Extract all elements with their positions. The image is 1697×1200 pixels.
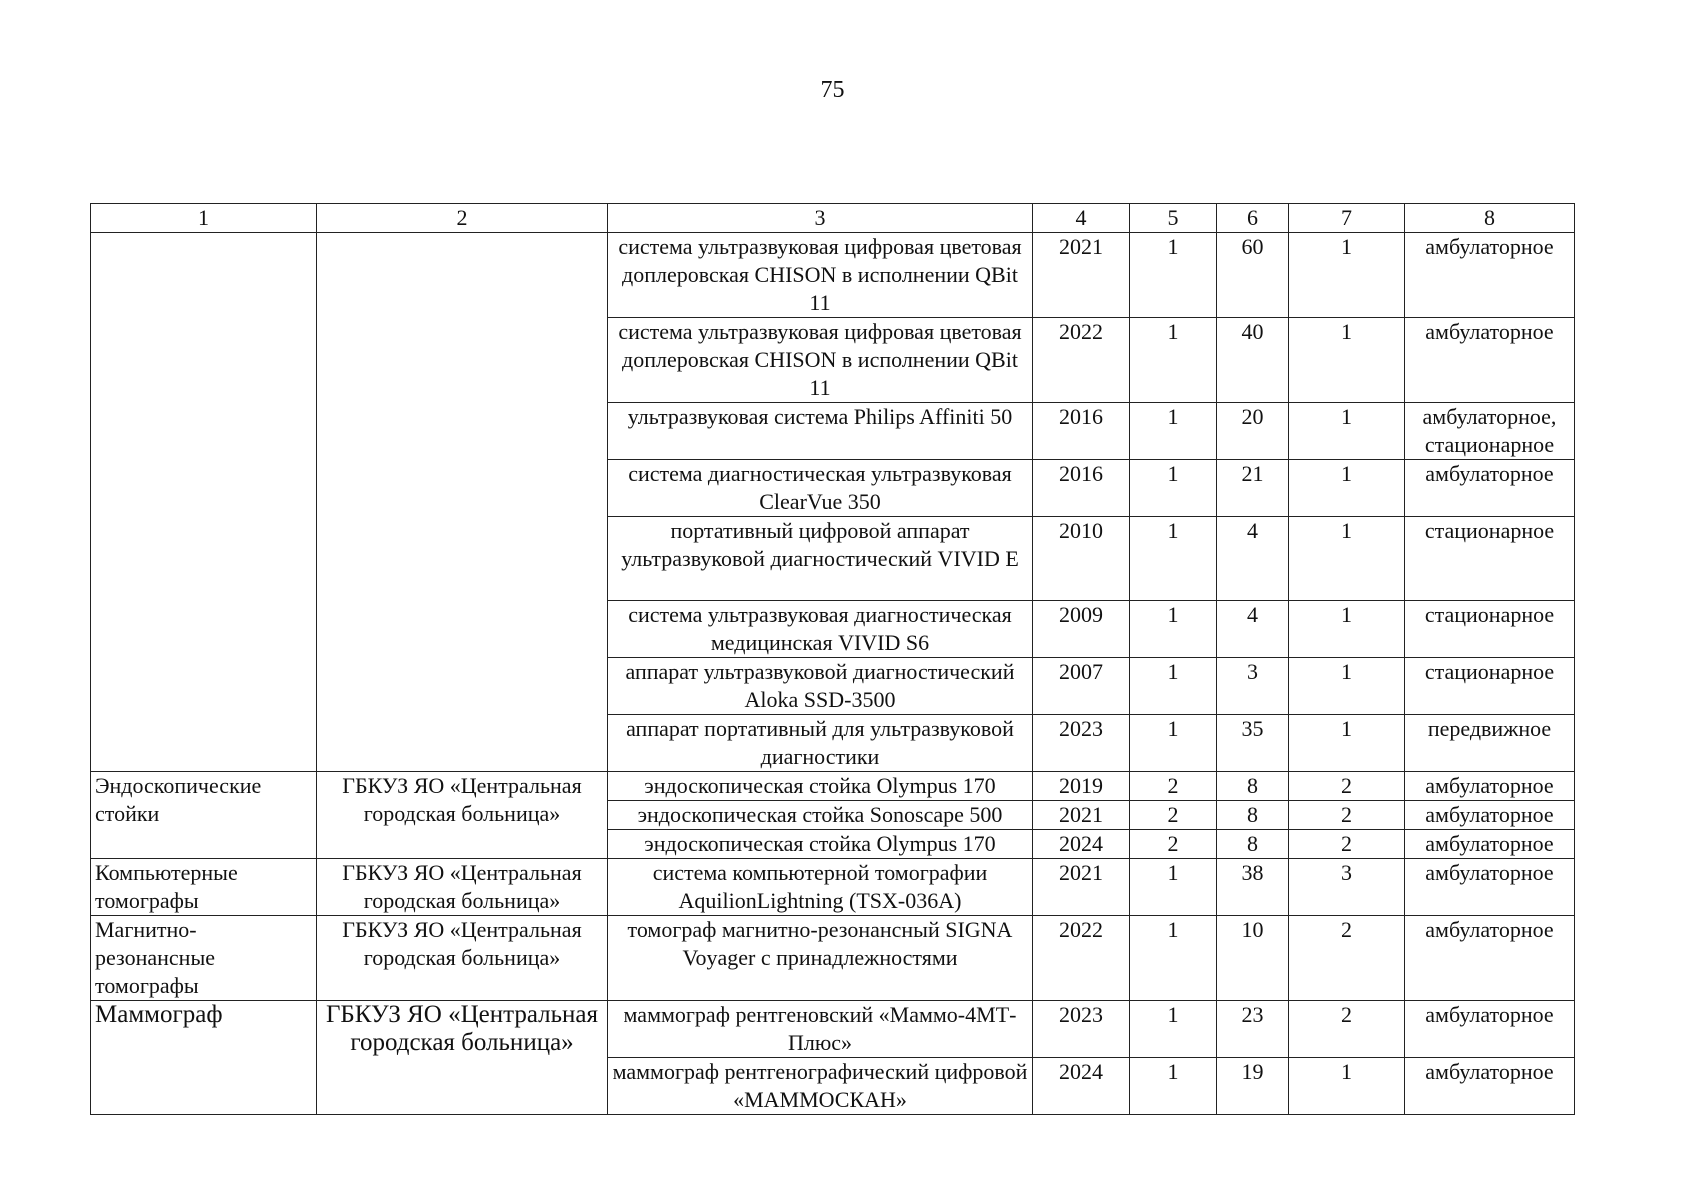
type-cell: амбулаторное [1405,460,1575,517]
type-cell: стационарное [1405,517,1575,601]
year-cell: 2016 [1033,403,1130,460]
empty-name-cell [91,233,317,772]
equipment-cell: система ультразвуковая цифровая цветовая доплеровская CHISON в исполнении QBit 11 [608,233,1033,318]
col5-cell: 1 [1130,1001,1217,1058]
category-name-endoscopy: Эндоскопические стойки [91,772,317,859]
type-cell: амбулаторное [1405,801,1575,830]
col7-cell: 2 [1289,916,1405,1001]
year-cell: 2024 [1033,1058,1130,1115]
col6-cell: 38 [1217,859,1289,916]
category-name-mammograph: Маммограф [91,1001,317,1115]
col5-cell: 2 [1130,772,1217,801]
col6-cell: 8 [1217,772,1289,801]
col5-cell: 1 [1130,517,1217,601]
col7-cell: 2 [1289,801,1405,830]
col5-cell: 2 [1130,801,1217,830]
equipment-cell: система диагностическая ультразвуковая ClearVue 350 [608,460,1033,517]
col6-cell: 10 [1217,916,1289,1001]
type-cell: амбулаторное [1405,916,1575,1001]
col7-cell: 2 [1289,772,1405,801]
table-row [91,1001,1575,1058]
year-cell: 2022 [1033,318,1130,403]
col5-cell: 1 [1130,1058,1217,1115]
equipment-cell: аппарат ультразвуковой диагностический Aloka SSD-3500 [608,658,1033,715]
type-cell: стационарное [1405,601,1575,658]
year-cell: 2024 [1033,830,1130,859]
year-cell: 2021 [1033,859,1130,916]
equipment-cell: система компьютерной томографии AquilionLightning (TSX-036A) [608,859,1033,916]
col6-cell: 23 [1217,1001,1289,1058]
year-cell: 2007 [1033,658,1130,715]
col5-cell: 1 [1130,916,1217,1001]
col7-cell: 1 [1289,318,1405,403]
col7-cell: 1 [1289,715,1405,772]
year-cell: 2016 [1033,460,1130,517]
header-row [91,204,1575,233]
header-cell-3: 3 [608,204,1033,233]
col6-cell: 4 [1217,601,1289,658]
organization-cell: ГБКУЗ ЯО «Центральная городская больница» [317,916,608,1001]
col5-cell: 1 [1130,403,1217,460]
equipment-cell: эндоскопическая стойка Sonoscape 500 [608,801,1033,830]
col7-cell: 1 [1289,1058,1405,1115]
equipment-cell: система ультразвуковая цифровая цветовая доплеровская CHISON в исполнении QBit 11 [608,318,1033,403]
type-cell: амбулаторное, стационарное [1405,403,1575,460]
equipment-cell: маммограф рентгеновский «Маммо-4МТ-Плюс» [608,1001,1033,1058]
year-cell: 2022 [1033,916,1130,1001]
col6-cell: 20 [1217,403,1289,460]
type-cell: амбулаторное [1405,772,1575,801]
equipment-cell: аппарат портативный для ультразвуковой диагностики [608,715,1033,772]
equipment-cell: ультразвуковая система Philips Affiniti 50 [608,403,1033,460]
header-cell-7: 7 [1289,204,1405,233]
year-cell: 2023 [1033,715,1130,772]
header-cell-6: 6 [1217,204,1289,233]
col7-cell: 1 [1289,601,1405,658]
year-cell: 2023 [1033,1001,1130,1058]
table-row [91,859,1575,916]
col5-cell: 1 [1130,601,1217,658]
type-cell: амбулаторное [1405,318,1575,403]
equipment-cell: система ультразвуковая диагностическая медицинская VIVID S6 [608,601,1033,658]
equipment-cell: томограф магнитно-резонансный SIGNA Voyager с принадлежностями [608,916,1033,1001]
equipment-cell: эндоскопическая стойка Olympus 170 [608,830,1033,859]
organization-cell: ГБКУЗ ЯО «Центральная городская больница» [317,859,608,916]
table-row [91,772,1575,801]
type-cell: амбулаторное [1405,233,1575,318]
type-cell: амбулаторное [1405,859,1575,916]
organization-cell: ГБКУЗ ЯО «Центральная городская больница» [317,772,608,859]
header-cell-1: 1 [91,204,317,233]
col7-cell: 1 [1289,517,1405,601]
table-row [91,916,1575,1001]
year-cell: 2009 [1033,601,1130,658]
col6-cell: 4 [1217,517,1289,601]
type-cell: передвижное [1405,715,1575,772]
col7-cell: 3 [1289,859,1405,916]
col6-cell: 19 [1217,1058,1289,1115]
category-name-ct: Компьютерные томографы [91,859,317,916]
page-number: 75 [820,77,845,103]
equipment-table [90,203,1575,1115]
table-row [91,233,1575,318]
col7-cell: 1 [1289,658,1405,715]
type-cell: амбулаторное [1405,1058,1575,1115]
equipment-cell: эндоскопическая стойка Olympus 170 [608,772,1033,801]
col5-cell: 1 [1130,658,1217,715]
header-cell-2: 2 [317,204,608,233]
col6-cell: 40 [1217,318,1289,403]
year-cell: 2021 [1033,233,1130,318]
type-cell: стационарное [1405,658,1575,715]
equipment-cell: портативный цифровой аппарат ультразвуковой диагностический VIVID E [608,517,1033,601]
col6-cell: 8 [1217,830,1289,859]
type-cell: амбулаторное [1405,830,1575,859]
col6-cell: 21 [1217,460,1289,517]
col6-cell: 3 [1217,658,1289,715]
col5-cell: 1 [1130,233,1217,318]
year-cell: 2010 [1033,517,1130,601]
col5-cell: 1 [1130,859,1217,916]
year-cell: 2021 [1033,801,1130,830]
header-cell-8: 8 [1405,204,1575,233]
year-cell: 2019 [1033,772,1130,801]
header-cell-5: 5 [1130,204,1217,233]
col5-cell: 1 [1130,715,1217,772]
equipment-cell: маммограф рентгенографический цифровой «МАММОСКАН» [608,1058,1033,1115]
col5-cell: 1 [1130,460,1217,517]
col6-cell: 8 [1217,801,1289,830]
empty-org-cell [317,233,608,772]
header-cell-4: 4 [1033,204,1130,233]
col7-cell: 1 [1289,460,1405,517]
organization-cell: ГБКУЗ ЯО «Центральная городская больница» [317,1001,608,1115]
col7-cell: 1 [1289,233,1405,318]
col7-cell: 1 [1289,403,1405,460]
col5-cell: 1 [1130,318,1217,403]
col6-cell: 60 [1217,233,1289,318]
col5-cell: 2 [1130,830,1217,859]
category-name-mri: Магнитно-резонансные томографы [91,916,317,1001]
col7-cell: 2 [1289,1001,1405,1058]
type-cell: амбулаторное [1405,1001,1575,1058]
col6-cell: 35 [1217,715,1289,772]
col7-cell: 2 [1289,830,1405,859]
